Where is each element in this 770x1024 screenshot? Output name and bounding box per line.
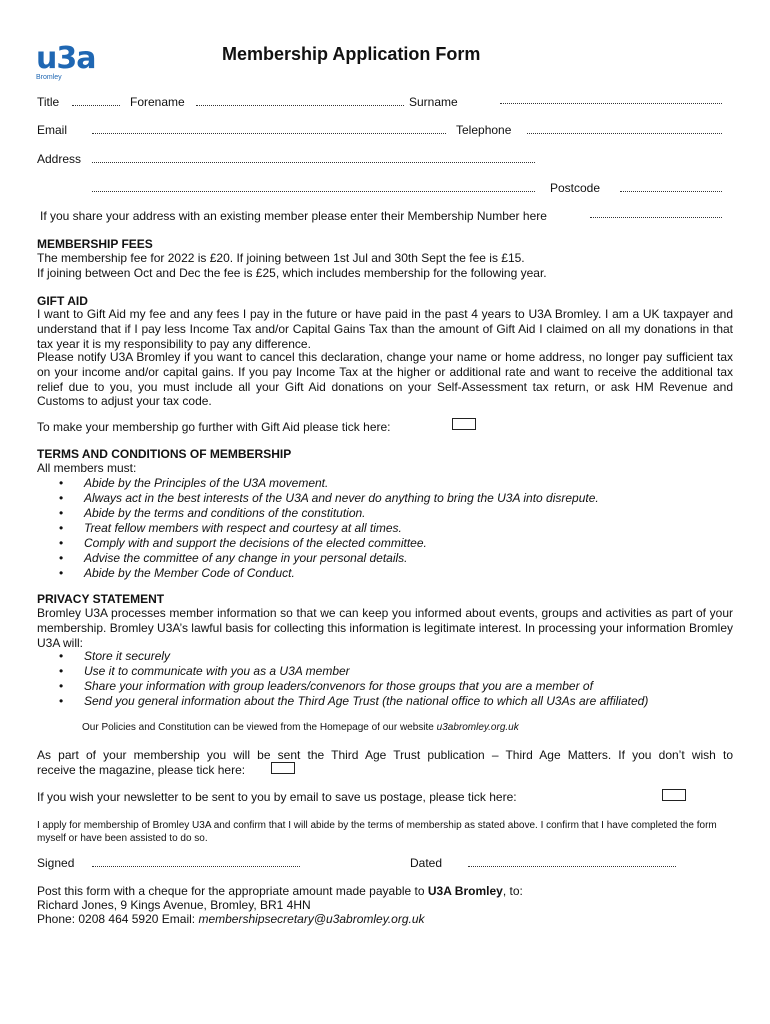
forename-input[interactable] xyxy=(196,105,404,106)
postcode-input[interactable] xyxy=(620,191,722,192)
surname-input[interactable] xyxy=(500,103,722,104)
email-input[interactable] xyxy=(92,133,446,134)
declaration: I apply for membership of Bromley U3A and confirm that I will abide by the terms of membership as stated above. I confirm that I have completed the form myself or have been assisted to do so. xyxy=(37,820,717,844)
dated-label: Dated xyxy=(410,856,443,870)
terms-list xyxy=(37,476,737,581)
list-item: • Abide by the Member Code of Conduct. xyxy=(37,566,737,581)
newsletter-label: If you wish your newsletter to be sent to you by email to save us postage, please tick here: xyxy=(37,790,517,804)
policies-text: Our Policies and Constitution can be viewed from the Homepage of our website xyxy=(82,722,437,733)
list-item: • Store it securely xyxy=(37,649,737,664)
list-item: • Send you general information about the Third Age Trust (the national office to which all U3As are affiliated) xyxy=(37,694,737,709)
post-line-1 xyxy=(37,884,523,898)
website-link[interactable]: u3abromley.org.uk xyxy=(436,722,519,733)
privacy-heading: PRIVACY STATEMENT xyxy=(37,592,165,606)
magazine-line-1: As part of your membership you will be sent the Third Age Trust publication – Third Age Matters. If you don’t wish to xyxy=(37,748,733,762)
magazine-line-2: receive the magazine, please tick here: xyxy=(37,763,246,777)
email-link[interactable]: membershipsecretary@u3abromley.org.uk xyxy=(198,912,425,926)
date-input[interactable] xyxy=(468,866,676,867)
gift-aid-checkbox[interactable] xyxy=(452,418,476,430)
post-contact xyxy=(37,912,425,926)
terms-heading: TERMS AND CONDITIONS OF MEMBERSHIP xyxy=(37,447,292,461)
logo-sub: Bromley xyxy=(36,74,62,81)
list-item: • Always act in the best interests of the U3A and never do anything to bring the U3A into disrepute. xyxy=(37,491,737,506)
list-item: • Comply with and support the decisions of the elected committee. xyxy=(37,536,737,551)
fees-heading: MEMBERSHIP FEES xyxy=(37,237,153,251)
list-item: • Abide by the terms and conditions of the constitution. xyxy=(37,506,737,521)
email-label: Email xyxy=(37,123,68,137)
fees-line-2: If joining between Oct and Dec the fee is £25, which includes membership for the following year. xyxy=(37,266,547,280)
title-input[interactable] xyxy=(72,105,120,106)
post-address: Richard Jones, 9 Kings Avenue, Bromley, BR1 4HN xyxy=(37,898,311,912)
logo-text: u3a xyxy=(36,41,96,76)
post-text-end: , to: xyxy=(502,884,523,898)
shared-address-label: If you share your address with an existing member please enter their Membership Number here xyxy=(40,209,547,223)
signed-label: Signed xyxy=(37,856,75,870)
surname-label: Surname xyxy=(409,95,458,109)
list-item: • Treat fellow members with respect and courtesy at all times. xyxy=(37,521,737,536)
list-item: • Advise the committee of any change in your personal details. xyxy=(37,551,737,566)
newsletter-checkbox[interactable] xyxy=(662,789,686,801)
list-item: • Use it to communicate with you as a U3A member xyxy=(37,664,737,679)
list-item: • Abide by the Principles of the U3A movement. xyxy=(37,476,737,491)
terms-intro: All members must: xyxy=(37,461,137,475)
gift-aid-para-1: I want to Gift Aid my fee and any fees I pay in the future or have paid in the past 4 years to U3A Bromley. I am a UK taxpayer and understand that if I pay less Income Tax and/or Capital Gains Tax than the amount of Gift Aid I claimed on all my donations in that tax year it is my responsibility to pay any difference. xyxy=(37,307,733,351)
u3a-logo xyxy=(36,41,96,81)
signature-input[interactable] xyxy=(92,866,300,867)
address-input-2[interactable] xyxy=(92,191,535,192)
forename-label: Forename xyxy=(130,95,185,109)
gift-aid-tick-label: To make your membership go further with Gift Aid please tick here: xyxy=(37,420,391,434)
magazine-checkbox[interactable] xyxy=(271,762,295,774)
title-label: Title xyxy=(37,95,60,109)
postcode-label: Postcode xyxy=(550,181,601,195)
telephone-label: Telephone xyxy=(456,123,512,137)
payee: U3A Bromley xyxy=(427,884,503,898)
address-label: Address xyxy=(37,152,82,166)
list-item: • Share your information with group leaders/convenors for those groups that you are a member of xyxy=(37,679,737,694)
gift-aid-para-2: Please notify U3A Bromley if you want to cancel this declaration, change your name or home address, no longer pay sufficient tax on your income and/or capital gains. If you pay Income Tax at the higher or additional rate and want to receive the additional tax relief due to you, you must include all your Gift Aid donations on your Self-Assessment tax return, or ask HM Revenue and Customs to adjust your tax code. xyxy=(37,350,733,409)
privacy-list xyxy=(37,649,737,709)
privacy-para: Bromley U3A processes member information so that we can keep you informed about events, groups and activities as part of your membership. Bromley U3A’s lawful basis for collecting this information is legitimate interest. In processing your information Bromley U3A will: xyxy=(37,606,733,650)
gift-aid-heading: GIFT AID xyxy=(37,294,88,308)
membership-number-input[interactable] xyxy=(590,217,722,218)
policies-note xyxy=(82,722,519,733)
phone-text: Phone: 0208 464 5920 Email: xyxy=(37,912,199,926)
telephone-input[interactable] xyxy=(527,133,722,134)
page-title: Membership Application Form xyxy=(222,44,481,64)
address-input-1[interactable] xyxy=(92,162,535,163)
fees-line-1: The membership fee for 2022 is £20. If joining between 1st Jul and 30th Sept the fee is £15. xyxy=(37,251,525,265)
post-text: Post this form with a cheque for the appropriate amount made payable to xyxy=(37,884,428,898)
